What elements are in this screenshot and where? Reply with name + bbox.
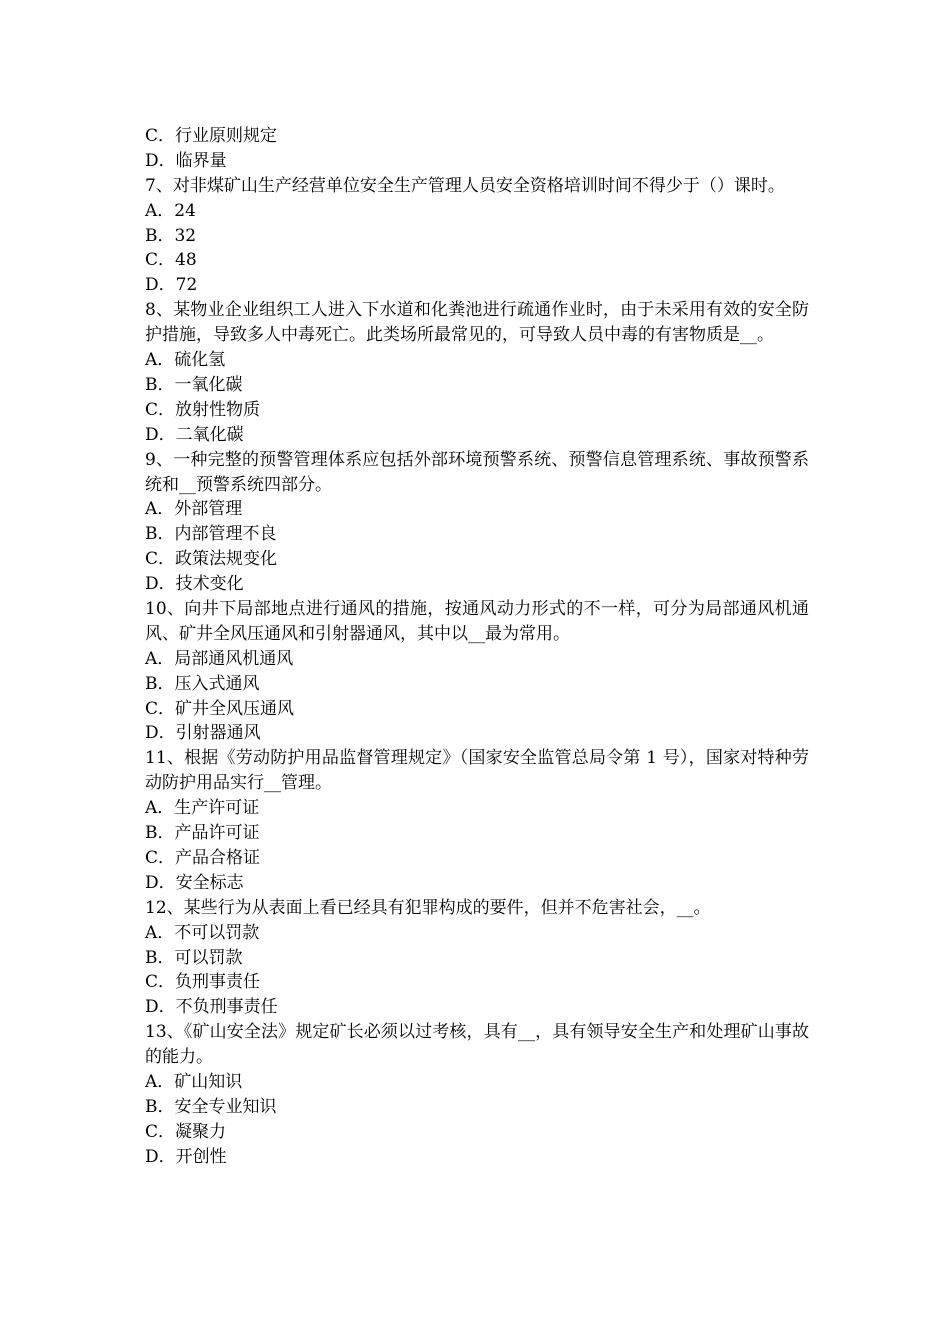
option-12b: B．可以罚款 [145,947,243,968]
option-13a: A．矿山知识 [145,1072,243,1093]
option-9c: C．政策法规变化 [145,549,278,570]
option-12a: A．不可以罚款 [145,922,260,943]
option-6d: D．临界量 [145,150,227,171]
option-12d: D．不负刑事责任 [145,997,278,1018]
option-13b: B．安全专业知识 [145,1096,277,1117]
question-7: 7、对非煤矿山生产经营单位安全生产管理人员安全资格培训时间不得少于（）课时。 [145,175,785,196]
option-10b: B．压入式通风 [145,673,260,694]
option-10a: A．局部通风机通风 [145,648,294,669]
option-8d: D．二氧化碳 [145,424,244,445]
question-10: 10、向井下局部地点进行通风的措施，按通风动力形式的不一样，可分为局部通风机通风、矿井全风压通风和引射器通风，其中以__最为常用。 [145,599,809,644]
question-9: 9、一种完整的预警管理体系应包括外部环境预警系统、预警信息管理系统、事故预警系统和__预警系统四部分。 [145,449,809,495]
option-8b: B．一氧化碳 [145,374,243,395]
option-9d: D．技术变化 [145,574,244,595]
option-9b: B．内部管理不良 [145,524,277,545]
document-body [145,124,809,1170]
option-6c: C．行业原则规定 [145,126,278,146]
option-7d: D．72 [145,275,198,296]
option-9a: A．外部管理 [145,499,243,520]
question-13: 13、《矿山安全法》规定矿长必须以过考核，具有__，具有领导安全生产和处理矿山事故的能力。 [145,1022,809,1068]
option-7c: C．48 [145,250,197,271]
option-8a: A．硫化氢 [145,350,226,371]
option-13d: D．开创性 [145,1146,227,1167]
question-8: 8、某物业企业组织工人进入下水道和化粪池进行疏通作业时，由于未采用有效的安全防护措施，导致多人中毒死亡。此类场所最常见的，可导致人员中毒的有害物质是__。 [145,300,809,346]
option-8c: C．放射性物质 [145,399,261,420]
option-11d: D．安全标志 [145,872,244,893]
option-10c: C．矿井全风压通风 [145,698,295,719]
option-10d: D．引射器通风 [145,723,261,744]
question-11: 11、根据《劳动防护用品监督管理规定》（国家安全监管总局令第 1 号），国家对特种劳动防护用品实行__管理。 [145,748,809,794]
option-11b: B．产品许可证 [145,823,260,844]
option-13c: C．凝聚力 [145,1121,227,1142]
option-11a: A．生产许可证 [145,798,260,819]
option-11c: C．产品合格证 [145,847,261,868]
option-12c: C．负刑事责任 [145,972,261,993]
option-7a: A．24 [145,200,196,221]
option-7b: B．32 [145,225,197,246]
question-12: 12、某些行为从表面上看已经具有犯罪构成的要件，但并不危害社会，__。 [145,897,711,918]
